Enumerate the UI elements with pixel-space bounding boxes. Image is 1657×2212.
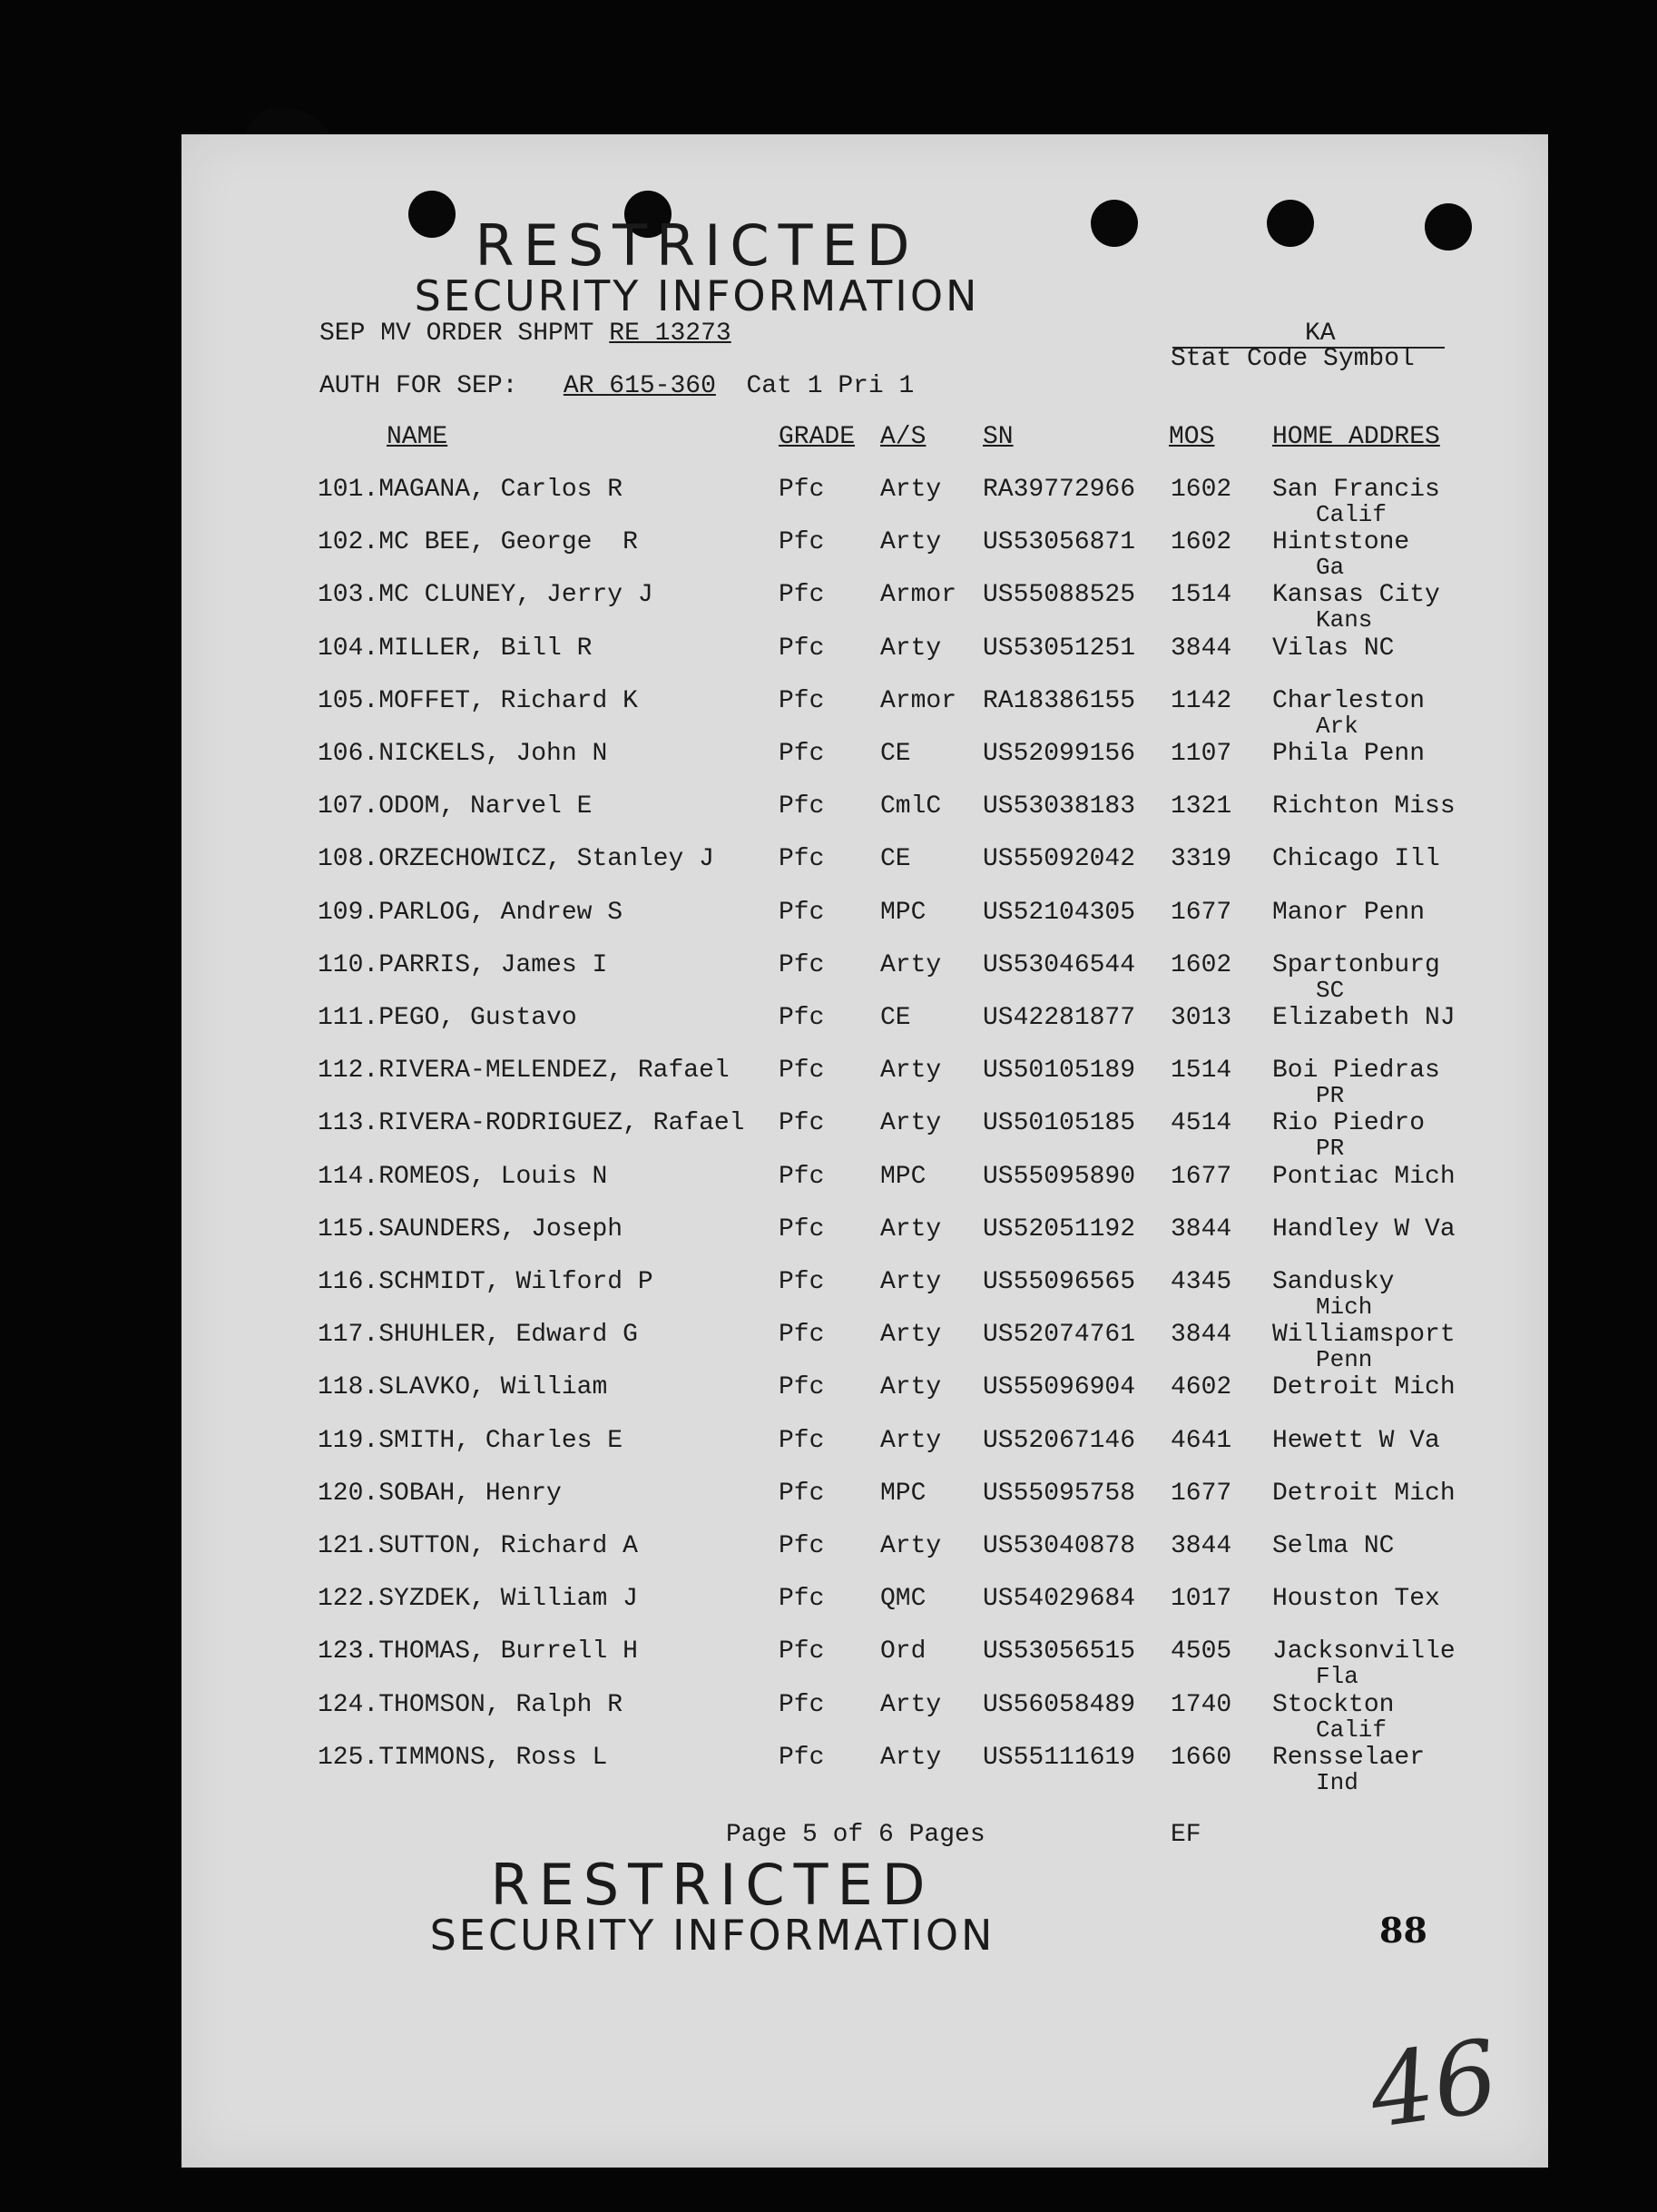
table-row	[0, 1637, 1657, 1690]
serial-number-cell: US53038183	[983, 792, 1136, 821]
mos-cell: 1660	[1171, 1743, 1232, 1772]
personnel-name	[318, 1268, 653, 1296]
serial-number-cell: US50105185	[983, 1109, 1136, 1138]
personnel-name	[318, 1532, 638, 1560]
grade-cell: Pfc	[779, 1479, 825, 1508]
home-city-cell: Rensselaer	[1272, 1743, 1426, 1772]
home-city-cell: Boi Piedras	[1272, 1057, 1440, 1086]
home-city-cell: Chicago Ill	[1272, 845, 1440, 874]
arm-service-cell: Arty	[880, 1532, 942, 1560]
name-text: PEGO, Gustavo	[378, 1004, 577, 1032]
home-state-cell: Calif	[1316, 501, 1387, 528]
arm-service-cell: Arty	[880, 1109, 942, 1138]
arm-service-cell: CE	[880, 1004, 911, 1032]
table-row	[0, 1268, 1657, 1321]
home-state-cell: Mich	[1316, 1293, 1373, 1321]
home-city-cell: Handley W Va	[1272, 1214, 1456, 1244]
row-number: 102.	[318, 528, 379, 557]
mos-cell: 3844	[1171, 1214, 1232, 1244]
home-city-cell: Selma NC	[1272, 1532, 1395, 1560]
home-city-cell: Hintstone	[1272, 528, 1410, 557]
personnel-name	[318, 1057, 730, 1085]
row-number: 118.	[318, 1373, 379, 1402]
name-text: SOBAH, Henry	[378, 1479, 562, 1508]
home-state-cell: PR	[1316, 1082, 1345, 1110]
table-row	[0, 476, 1657, 528]
arm-service-cell: Arty	[880, 1690, 942, 1719]
stamp-security-information: SECURITY INFORMATION	[414, 271, 980, 320]
arm-service-cell: Arty	[880, 1426, 942, 1455]
name-text: PARRIS, James I	[378, 950, 608, 979]
home-city-cell: Charleston	[1272, 686, 1426, 715]
home-city-cell: Sandusky	[1272, 1268, 1395, 1296]
table-row	[0, 634, 1657, 687]
page-count: Page 5 of 6 Pages	[726, 1821, 985, 1849]
row-number: 101.	[318, 476, 379, 504]
auth-line	[319, 372, 914, 400]
row-number: 124.	[318, 1690, 379, 1719]
col-header-sn: SN	[983, 423, 1014, 451]
arm-service-cell: Arty	[880, 528, 942, 557]
arm-service-cell: Arty	[880, 950, 942, 979]
stat-code: KA	[1305, 320, 1336, 348]
name-text: MOFFET, Richard K	[378, 686, 638, 715]
arm-service-cell: Arty	[880, 1373, 942, 1402]
name-text: SHUHLER, Edward G	[378, 1321, 638, 1350]
row-number: 114.	[318, 1162, 379, 1191]
home-state-cell: PR	[1316, 1135, 1345, 1163]
row-number: 105.	[318, 686, 379, 715]
home-state-cell: Fla	[1316, 1663, 1358, 1691]
serial-number-cell: US53040878	[983, 1532, 1136, 1560]
grade-cell: Pfc	[779, 634, 825, 663]
table-row	[0, 1480, 1657, 1532]
grade-cell: Pfc	[779, 581, 825, 610]
table-row	[0, 1215, 1657, 1268]
mos-cell: 4345	[1171, 1268, 1232, 1296]
row-number: 119.	[318, 1426, 379, 1455]
personnel-name	[318, 1373, 607, 1401]
home-city-cell: Jacksonville	[1272, 1637, 1456, 1666]
personnel-name	[318, 1637, 638, 1666]
table-row	[0, 845, 1657, 898]
home-state-cell: SC	[1316, 976, 1345, 1004]
home-city-cell: Richton Miss	[1272, 792, 1456, 821]
mos-cell: 4602	[1171, 1373, 1232, 1402]
home-city-cell: Hewett W Va	[1272, 1426, 1440, 1455]
col-header-mos: MOS	[1169, 423, 1215, 451]
name-text: NICKELS, John N	[378, 740, 608, 768]
arm-service-cell: Arty	[880, 1214, 942, 1244]
personnel-name	[318, 1215, 623, 1244]
name-text: THOMAS, Burrell H	[378, 1637, 638, 1666]
mos-cell: 4514	[1171, 1109, 1232, 1138]
serial-number-cell: US55096904	[983, 1373, 1136, 1402]
name-text: SAUNDERS, Joseph	[378, 1214, 623, 1244]
serial-number-cell: US53051251	[983, 634, 1136, 663]
handwritten-number: 46	[1362, 2017, 1505, 2151]
row-number: 103.	[318, 581, 379, 610]
serial-number-cell: RA18386155	[983, 686, 1136, 715]
personnel-name	[318, 528, 638, 556]
row-number: 111.	[318, 1004, 379, 1032]
table-row	[0, 1004, 1657, 1057]
row-number: 108.	[318, 845, 379, 874]
row-number: 117.	[318, 1321, 379, 1350]
home-city-cell: Detroit Mich	[1272, 1373, 1456, 1402]
mos-cell: 1740	[1171, 1690, 1232, 1719]
serial-number-cell: US55088525	[983, 581, 1136, 610]
personnel-name	[318, 792, 592, 821]
table-row	[0, 1744, 1657, 1796]
table-row	[0, 1427, 1657, 1480]
arm-service-cell: Arty	[880, 1321, 942, 1350]
row-number: 112.	[318, 1057, 379, 1086]
personnel-name	[318, 740, 607, 768]
mos-cell: 3844	[1171, 1321, 1232, 1350]
mos-cell: 1142	[1171, 686, 1232, 715]
col-header-home-address: HOME ADDRES	[1272, 423, 1440, 451]
row-number: 109.	[318, 898, 379, 927]
personnel-name	[318, 899, 623, 927]
arm-service-cell: CmlC	[880, 792, 942, 821]
serial-number-cell: US54029684	[983, 1585, 1136, 1614]
name-text: SLAVKO, William	[378, 1373, 608, 1402]
table-row	[0, 740, 1657, 792]
name-text: MILLER, Bill R	[378, 634, 593, 663]
home-city-cell: Rio Piedro	[1272, 1109, 1426, 1138]
row-number: 104.	[318, 634, 379, 663]
page-number: 88	[1379, 1910, 1427, 1951]
grade-cell: Pfc	[779, 898, 825, 927]
mos-cell: 1017	[1171, 1585, 1232, 1614]
name-text: PARLOG, Andrew S	[378, 898, 623, 927]
arm-service-cell: MPC	[880, 898, 927, 927]
stamp-restricted: RESTRICTED	[490, 1852, 935, 1918]
arm-service-cell: Arty	[880, 634, 942, 663]
table-row	[0, 1373, 1657, 1426]
personnel-name	[318, 634, 592, 663]
grade-cell: Pfc	[779, 1057, 825, 1086]
home-state-cell: Ga	[1316, 554, 1345, 582]
grade-cell: Pfc	[779, 1426, 825, 1455]
grade-cell: Pfc	[779, 740, 825, 768]
home-state-cell: Kans	[1316, 606, 1373, 634]
category: Cat 1 Pri 1	[746, 372, 915, 400]
arm-service-cell: Armor	[880, 686, 957, 715]
personnel-name	[318, 476, 623, 504]
arm-service-cell: Ord	[880, 1637, 927, 1666]
table-row	[0, 687, 1657, 740]
row-number: 125.	[318, 1743, 379, 1772]
personnel-name	[318, 1427, 623, 1455]
arm-service-cell: Arty	[880, 476, 942, 504]
table-row	[0, 1109, 1657, 1162]
name-text: RIVERA-MELENDEZ, Rafael	[378, 1057, 730, 1086]
home-city-cell: Kansas City	[1272, 581, 1440, 610]
table-row	[0, 1532, 1657, 1585]
restricted-stamp-top	[0, 212, 1525, 320]
home-state-cell: Ind	[1316, 1768, 1358, 1796]
typist-initials: EF	[1171, 1821, 1201, 1849]
serial-number-cell: US55096565	[983, 1268, 1136, 1296]
home-city-cell: Stockton	[1272, 1690, 1395, 1719]
grade-cell: Pfc	[779, 528, 825, 557]
arm-service-cell: CE	[880, 845, 911, 874]
home-city-cell: Williamsport	[1272, 1321, 1456, 1350]
home-city-cell: Vilas NC	[1272, 634, 1395, 663]
grade-cell: Pfc	[779, 1743, 825, 1772]
arm-service-cell: MPC	[880, 1162, 927, 1191]
grade-cell: Pfc	[779, 1321, 825, 1350]
row-number: 121.	[318, 1532, 379, 1560]
home-city-cell: Detroit Mich	[1272, 1479, 1456, 1508]
name-text: MC CLUNEY, Jerry J	[378, 581, 653, 610]
restricted-stamp-bottom	[0, 1852, 1541, 1960]
home-state-cell: Calif	[1316, 1716, 1387, 1744]
stamp-restricted: RESTRICTED	[475, 212, 919, 279]
serial-number-cell: US53046544	[983, 950, 1136, 979]
table-row	[0, 1163, 1657, 1215]
grade-cell: Pfc	[779, 792, 825, 821]
serial-number-cell: US42281877	[983, 1004, 1136, 1032]
name-text: TIMMONS, Ross L	[378, 1743, 608, 1772]
col-header-name: NAME	[387, 423, 448, 451]
home-city-cell: Houston Tex	[1272, 1585, 1440, 1614]
serial-number-cell: US52099156	[983, 740, 1136, 768]
mos-cell: 1602	[1171, 528, 1232, 557]
personnel-name	[318, 1004, 577, 1032]
auth-value: AR 615-360	[563, 372, 716, 400]
personnel-name	[318, 581, 653, 609]
serial-number-cell: RA39772966	[983, 476, 1136, 504]
name-text: RIVERA-RODRIGUEZ, Rafael	[378, 1109, 745, 1138]
row-number: 113.	[318, 1109, 379, 1138]
grade-cell: Pfc	[779, 1532, 825, 1560]
serial-number-cell: US50105189	[983, 1057, 1136, 1086]
stamp-security-information: SECURITY INFORMATION	[429, 1911, 995, 1960]
table-row	[0, 1321, 1657, 1373]
mos-cell: 1514	[1171, 1057, 1232, 1086]
row-number: 107.	[318, 792, 379, 821]
personnel-name	[318, 1585, 638, 1613]
grade-cell: Pfc	[779, 1585, 825, 1614]
arm-service-cell: CE	[880, 740, 911, 768]
mos-cell: 3844	[1171, 634, 1232, 663]
table-row	[0, 792, 1657, 845]
table-row	[0, 1585, 1657, 1637]
table-row	[0, 1057, 1657, 1109]
personnel-name	[318, 1163, 607, 1191]
order-label: SEP MV ORDER SHPMT	[319, 320, 594, 348]
grade-cell: Pfc	[779, 1690, 825, 1719]
serial-number-cell: US55092042	[983, 845, 1136, 874]
personnel-name	[318, 1109, 744, 1137]
row-number: 122.	[318, 1585, 379, 1614]
row-number: 106.	[318, 740, 379, 768]
grade-cell: Pfc	[779, 476, 825, 504]
home-city-cell: Pontiac Mich	[1272, 1162, 1456, 1191]
grade-cell: Pfc	[779, 1162, 825, 1191]
grade-cell: Pfc	[779, 1637, 825, 1666]
personnel-name	[318, 1744, 607, 1772]
table-row	[0, 581, 1657, 634]
col-header-grade: GRADE	[779, 423, 856, 451]
personnel-name	[318, 687, 638, 715]
name-text: ORZECHOWICZ, Stanley J	[378, 845, 714, 874]
home-state-cell: Penn	[1316, 1346, 1373, 1374]
row-number: 110.	[318, 950, 379, 979]
home-city-cell: Manor Penn	[1272, 898, 1426, 927]
serial-number-cell: US56058489	[983, 1690, 1136, 1719]
home-city-cell: Spartonburg	[1272, 950, 1440, 979]
personnel-name	[318, 845, 714, 873]
mos-cell: 1321	[1171, 792, 1232, 821]
serial-number-cell: US53056871	[983, 528, 1136, 557]
name-text: MC BEE, George R	[378, 528, 638, 557]
arm-service-cell: Arty	[880, 1057, 942, 1086]
name-text: SCHMIDT, Wilford P	[378, 1268, 653, 1296]
personnel-name	[318, 1480, 562, 1508]
mos-cell: 1677	[1171, 1479, 1232, 1508]
table-row	[0, 1691, 1657, 1744]
serial-number-cell: US55111619	[983, 1743, 1136, 1772]
personnel-name	[318, 951, 607, 979]
arm-service-cell: Arty	[880, 1268, 942, 1296]
name-text: ODOM, Narvel E	[378, 792, 593, 821]
row-number: 116.	[318, 1268, 379, 1296]
grade-cell: Pfc	[779, 686, 825, 715]
name-text: SUTTON, Richard A	[378, 1532, 638, 1560]
grade-cell: Pfc	[779, 1373, 825, 1402]
mos-cell: 3013	[1171, 1004, 1232, 1032]
serial-number-cell: US52067146	[983, 1426, 1136, 1455]
table-row	[0, 899, 1657, 951]
serial-number-cell: US55095890	[983, 1162, 1136, 1191]
mos-cell: 4505	[1171, 1637, 1232, 1666]
grade-cell: Pfc	[779, 1004, 825, 1032]
mos-cell: 1602	[1171, 476, 1232, 504]
table-row	[0, 528, 1657, 581]
arm-service-cell: Arty	[880, 1743, 942, 1772]
mos-cell: 1677	[1171, 898, 1232, 927]
name-text: ROMEOS, Louis N	[378, 1162, 608, 1191]
home-state-cell: Ark	[1316, 712, 1358, 740]
grade-cell: Pfc	[779, 1214, 825, 1244]
arm-service-cell: Armor	[880, 581, 957, 610]
mos-cell: 1514	[1171, 581, 1232, 610]
home-city-cell: Elizabeth NJ	[1272, 1004, 1456, 1032]
grade-cell: Pfc	[779, 845, 825, 874]
arm-service-cell: MPC	[880, 1479, 927, 1508]
personnel-name	[318, 1321, 638, 1349]
serial-number-cell: US52074761	[983, 1321, 1136, 1350]
grade-cell: Pfc	[779, 1109, 825, 1138]
row-number: 115.	[318, 1214, 379, 1244]
auth-label: AUTH FOR SEP:	[319, 372, 518, 400]
mos-cell: 1107	[1171, 740, 1232, 768]
serial-number-cell: US55095758	[983, 1479, 1136, 1508]
col-header-as: A/S	[880, 423, 927, 451]
name-text: THOMSON, Ralph R	[378, 1690, 623, 1719]
row-number: 120.	[318, 1479, 379, 1508]
row-number: 123.	[318, 1637, 379, 1666]
arm-service-cell: QMC	[880, 1585, 927, 1614]
mos-cell: 1602	[1171, 950, 1232, 979]
name-text: SYZDEK, William J	[378, 1585, 638, 1614]
mos-cell: 4641	[1171, 1426, 1232, 1455]
grade-cell: Pfc	[779, 1268, 825, 1296]
table-row	[0, 951, 1657, 1004]
mos-cell: 1677	[1171, 1162, 1232, 1191]
home-city-cell: Phila Penn	[1272, 740, 1426, 768]
serial-number-cell: US53056515	[983, 1637, 1136, 1666]
personnel-name	[318, 1691, 623, 1719]
serial-number-cell: US52051192	[983, 1214, 1136, 1244]
order-line	[319, 320, 731, 348]
name-text: MAGANA, Carlos R	[378, 476, 623, 504]
serial-number-cell: US52104305	[983, 898, 1136, 927]
name-text: SMITH, Charles E	[378, 1426, 623, 1455]
stat-code-label: Stat Code Symbol	[1171, 345, 1415, 373]
mos-cell: 3319	[1171, 845, 1232, 874]
home-city-cell: San Francis	[1272, 476, 1440, 504]
order-number: RE 13273	[609, 320, 731, 348]
grade-cell: Pfc	[779, 950, 825, 979]
mos-cell: 3844	[1171, 1532, 1232, 1560]
